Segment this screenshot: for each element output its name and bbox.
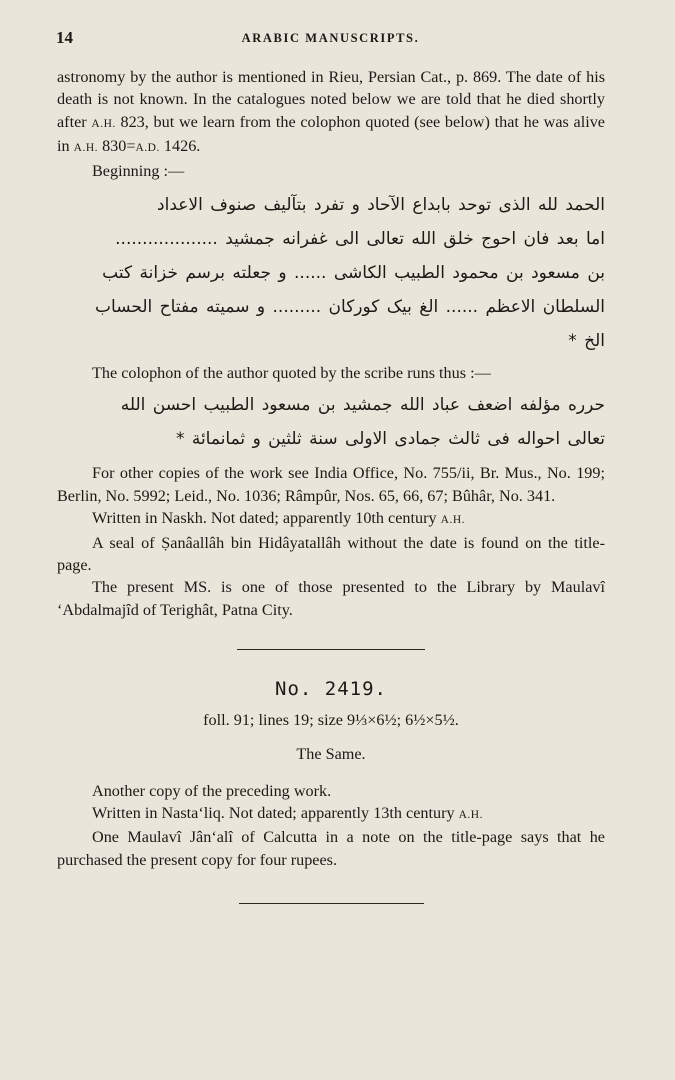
written-line xyxy=(57,507,605,531)
entry-specs: foll. 91; lines 19; size 9⅓×6½; 6½×5½. xyxy=(203,710,459,729)
paragraph-author-date xyxy=(57,66,605,160)
era-abbrev: A.H. xyxy=(458,808,483,821)
page-header xyxy=(56,28,605,50)
arabic-line: السلطان الاعظم ...... الغ بیک کورکان ......... و سمیته مفتاح الحساب xyxy=(95,297,605,318)
era-abbrev: A.H. xyxy=(91,117,116,130)
arabic-line: اما بعد فان احوج خلق الله تعالی الی غفرانه جمشید ................... xyxy=(115,229,605,250)
era-abbrev: A.H. xyxy=(440,514,466,527)
arabic-line: حرره مؤلفه اضعف عباد الله جمشید بن مسعود الطبیب احسن الله xyxy=(120,395,605,416)
arabic-line: تعالی احواله فی ثالث جمادی الاولی سنة ثلثین و ثمانمائة * xyxy=(175,429,605,450)
written-line xyxy=(57,802,605,826)
entry-title: The Same. xyxy=(296,745,366,764)
para-text: 823, but we learn from the colophon quoted (see below) that he was alive in xyxy=(57,112,605,156)
divider xyxy=(237,649,425,650)
page-number: 14 xyxy=(56,28,73,47)
other-copies-paragraph: For other copies of the work see India Office, No. 755/ii, Br. Mus., No. 199; Berlin, No. 5992; Leid., No. 1036; Râmpûr, Nos. 65, 66, 67; Bûhâr, No. 341. xyxy=(57,464,605,505)
para-text: 1426. xyxy=(159,137,201,156)
beginning-label: Beginning :— xyxy=(92,161,185,180)
written-text: Written in Naskh. Not dated; apparently 10th century xyxy=(92,509,441,528)
para-text: astronomy by the author is mentioned in Rieu, Persian Cat., p. 869. The date of his death is not known. In the catalogues noted below we are told that he died shortly after xyxy=(57,68,605,131)
copy-line: Another copy of the preceding work. xyxy=(92,781,332,800)
page-body xyxy=(57,66,605,904)
arabic-line: بن مسعود بن محمود الطبیب الکاشی ...... و جعلته برسم خزانة کتب xyxy=(102,263,605,284)
seal-paragraph: A seal of Ṣanâallâh bin Hidâyatallâh without the date is found on the title-page. xyxy=(57,533,605,575)
divider xyxy=(239,903,424,904)
running-head: ARABIC MANUSCRIPTS. xyxy=(241,31,420,45)
colophon-intro: The colophon of the author quoted by the scribe runs thus :— xyxy=(92,364,491,383)
arabic-line: الحمد لله الذی توحد بابداع الآحاد و تفرد بتآلیف صنوف الاعداد xyxy=(157,195,605,216)
para-text: 830= xyxy=(98,137,136,156)
written-text: Written in Nasta‘liq. Not dated; apparently 13th century xyxy=(92,803,459,822)
era-abbrev: A.H. xyxy=(73,142,99,155)
present-ms-paragraph: The present MS. is one of those presented to the Library by Maulavî ‘Abdalmajîd of Terighât, Patna City. xyxy=(57,578,605,619)
era-abbrev: A.D. xyxy=(135,142,160,155)
arabic-line: الخ * xyxy=(568,331,605,352)
note-paragraph: One Maulavî Jân‘alî of Calcutta in a note on the title-page says that he purchased the present copy for four rupees. xyxy=(57,828,605,869)
arabic-beginning-block xyxy=(57,188,605,358)
arabic-colophon-block xyxy=(57,388,605,456)
entry-number: No. 2419. xyxy=(275,678,387,701)
